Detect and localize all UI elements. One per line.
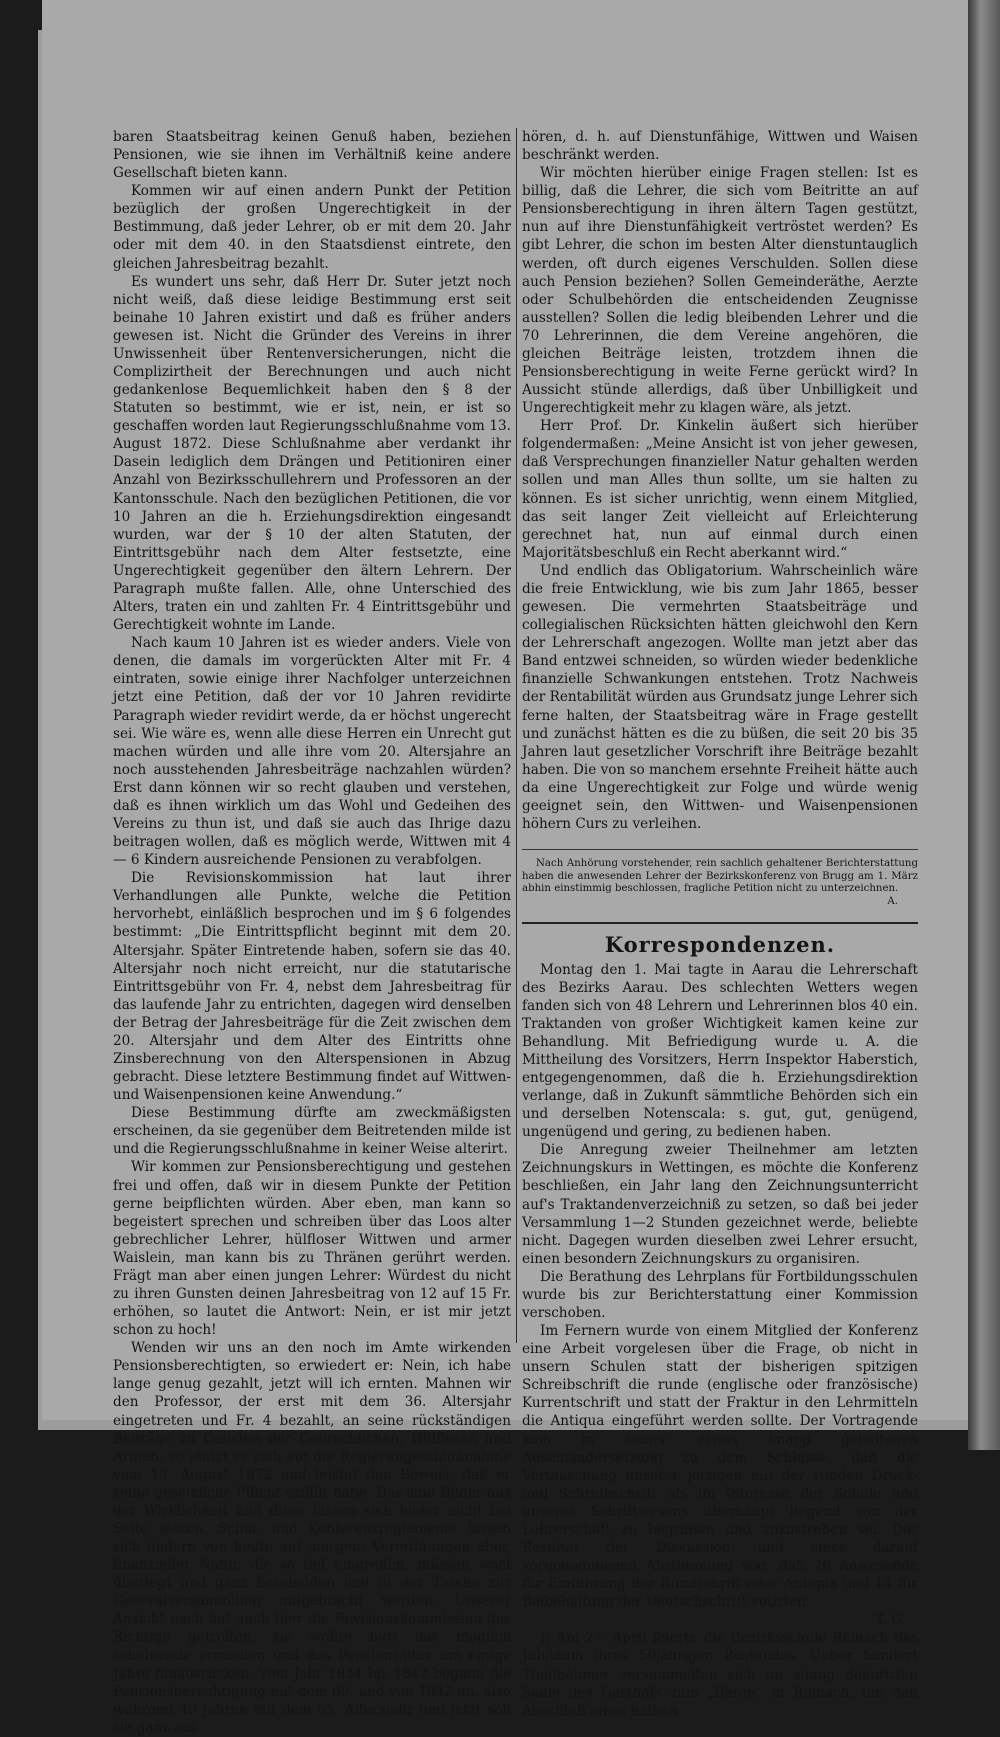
paragraph: Diese Bestimmung dürfte am zweckmäßigsten erscheinen, da sie gegenüber dem Beitretenden milde ist und die Regierungsschlußnahme in keiner Weise alterirt. (113, 1105, 511, 1158)
right-column (522, 128, 918, 1720)
paragraph: Wir möchten hierüber einige Fragen stellen: Ist es billig, daß die Lehrer, die sich vom Beitritte an auf Pensionsberechtigung in ihren ältern Tagen gestützt, nun auf ihre Dienstunfähigkeit vertröstet werden? Es gibt Lehrer, die schon im besten Alter dienstuntauglich werden, oft durch eigenes Verschulden. Sollen diese auch Pension beziehen? Sollen Gemeinderäthe, Aerzte oder Schulbehörden die entscheidenden Zeugnisse ausstellen? Sollen die ledig bleibenden Lehrer und die 70 Lehrerinnen, die dem Vereine angehören, die gleichen Beiträge leisten, trotzdem ihnen die Pensionsberechtigung in weite Ferne gerückt wird? In Aussicht stünde allerdigs, daß über Unbilligkeit und Ungerechtigkeit mehr zu klagen wäre, als jetzt. (522, 165, 918, 417)
paragraph: hören, d. h. auf Dienstunfähige, Wittwen und Waisen beschränkt werden. (522, 129, 918, 164)
paragraph: baren Staatsbeitrag keinen Genuß haben, beziehen Pensionen, wie sie ihnen im Verhältniß keine andere Gesellschaft bieten kann. (113, 129, 511, 182)
note-text: Nach Anhörung vorstehender, rein sachlich gehaltener Berichterstattung haben die anwesenden Lehrer der Bezirkskonferenz von Brugg am 1. März abhin einstimmig beschlossen, fragliche Petition nicht zu unterzeichnen. (522, 858, 918, 895)
paragraph: Wir kommen zur Pensionsberechtigung und gestehen frei und offen, daß wir in diesem Punkte der Petition gerne beipflichten würden. Aber eben, man kann so begeistert sprechen und schreiben über das Loos alter gebrechlicher Lehrer, hülfloser Wittwen und armer Waislein, man kann bis zu Thränen gerührt werden. Frägt man aber einen jungen Lehrer: Würdest du nicht zu ihren Gunsten deinen Jahresbeitrag von 12 auf 15 Fr. erhöhen, so lautet die Antwort: Nein, er ist mir jetzt schon zu hoch! (113, 1159, 511, 1339)
column-rule (516, 128, 517, 1343)
paragraph: Die Berathung des Lehrplans für Fortbildungsschulen wurde bis zur Berichterstattung einer Kommission verschoben. (522, 1268, 918, 1321)
paragraph: Im Fernern wurde von einem Mitglied der Konferenz eine Arbeit vorgelesen über die Frage, ob nicht in unsern Schulen statt der bisherigen spitzigen Schreibschrift die runde (englische oder französische) Kurrentschrift und statt der Fraktur in den Lehrmitteln die Antiqua eingeführt werden sollte. Der Vortragende kam in seiner etwas knapp gehaltenen Auseinandersetzung zu dem Schlusse, daß die Vertauschung unserer jetzigen mit der runden Druck- und Schreibschrift als im Interesse der Schule und unseres Schriftwesens überhaupt liegend von der Lehrerschaft zu begrüßen und anzustreben sei. Das Resultat der Diskussion und einer darauf vorgenommenen Abstimmung war, daß 26 Anwesende für Einführung der Rundschrift oder Antiqua und 14 für Beibehaltung der Deutschschrift votirten. (522, 1323, 918, 1611)
note-signature: A. (887, 895, 898, 907)
section-title: Korrespondenzen. (604, 932, 836, 958)
editorial-note (522, 849, 918, 908)
correspondent-signature: T. G. (875, 1612, 906, 1629)
paragraph: Wenden wir uns an den noch im Amte wirkenden Pensionsberechtigten, so erwiedert er: Nein, ich habe lange genug gezahlt, jetzt will ich ernten. Mahnen wir den Professor, der erst mit dem 36. Altersjahr eingetreten und Fr. 4 bezahlt, an seine rückständigen Beiträge zu Gunsten der Gebrechlichen, Hülflosen und Armen, so stützt er sich auf die Regierungsschlußnahme vom 13. August 1872 und leistet den Beweis, daß er seine gesetzliche Pflicht erfüllt habe. Das sind Bilder aus der Wirklichkeit und diese lassen sich leider nicht bei Seite setzen. Schul- und Konferenzreglemente lassen sich ändern von heute auf morgen; Verordnungen aber, finanzieller Natur, die so tief eingreifen, müssen wohl überlegt und ganz bescheiden und in der Tasche zur Generalversammlung mitgebracht werden. Unserer Ansicht nach hat auch hier die Revisionskommission das Richtige getroffen, sie wollte blos das möglich scheinende erreichen und das Pensionsalter um einige Jahre hinausrücken. Vom Jahr 1824 bis 1842 begann die Pensionsberechtigung mit dem 60. und von 1842 an, also während 40 Jahren mit dem 55. Altersjahr und jetzt soll sie ganz auf- (113, 1340, 511, 1736)
paragraph: Es wundert uns sehr, daß Herr Dr. Suter jetzt noch nicht weiß, daß diese leidige Bestimmung erst seit beinahe 10 Jahren existirt und daß es früher anders gewesen ist. Nicht die Gründer des Vereins in ihrer Unwissenheit über Rentenversicherungen, nicht die Complizirtheit der Berechnungen und auch nicht gedankenlose Bequemlichkeit haben den § 8 der Statuten so bestimmt, wie er ist, nein, er ist so geschaffen worden laut Regierungsschlußnahme vom 13. August 1872. Diese Schlußnahme aber verdankt ihr Dasein lediglich dem Drängen und Petitioniren einer Anzahl von Bezirksschullehrern und Professoren an der Kantonsschule. Nach den bezüglichen Petitionen, die vor 10 Jahren an die h. Erziehungsdirektion eingesandt wurden, war der § 10 der alten Statuten, der Eintrittsgebühr nach dem Alter festsetzte, eine Ungerechtigkeit gegenüber den ältern Lehrern. Der Paragraph mußte fallen. Alle, ohne Unterschied des Alters, traten ein und zahlten Fr. 4 Eintrittsgebühr und Gerechtigkeit wohnte im Lande. (113, 273, 511, 634)
paragraph: Nach kaum 10 Jahren ist es wieder anders. Viele von denen, die damals im vorgerückten Alter mit Fr. 4 eintraten, sowie einige ihrer Nachfolger unterzeichnen jetzt eine Petition, daß der vor 10 Jahren revidirte Paragraph wieder revidirt werde, da er höchst ungerecht sei. Wie wäre es, wenn alle diese Herren ein Unrecht gut machen würden und alle ihre vom 20. Altersjahre an noch ausstehenden Jahresbeiträge nachzahlen würden? Erst dann können wir so recht glauben und verstehen, daß es ihnen wirklich um das Wohl und Gedeihen des Vereins zu thun ist, und daß sie auch das Ihrige dazu beitragen wollen, daß es möglich werde, Wittwen mit 4 — 6 Kindern ausreichende Pensionen zu verabfolgen. (113, 635, 511, 869)
page-edge (968, 0, 1000, 1450)
paragraph: Und endlich das Obligatorium. Wahrscheinlich wäre die freie Entwicklung, wie bis zum Jahr 1865, besser gewesen. Die vermehrten Staatsbeiträge und collegialischen Rücksichten hätten gleichwohl den Kern der Lehrerschaft angezogen. Wollte man jetzt aber das Band entzwei schneiden, so würden wieder bedenkliche finanzielle Schwankungen entstehen. Trotz Nachweis der Rentabilität würden aus Grundsatz junge Lehrer sich ferne halten, der Staatsbeitrag wäre in Frage gestellt und zunächst hätten es die zu büßen, die seit 20 bis 35 Jahren laut gesetzlicher Vorschrift ihre Beiträge bezahlt haben. Die von so manchem ersehnte Freiheit hätte auch da eine Ungerechtigkeit zur Folge und würde wenig geeignet sein, den Wittwen- und Waisenpensionen höhern Curs zu verleihen. (522, 562, 918, 832)
paragraph: Montag den 1. Mai tagte in Aarau die Lehrerschaft des Bezirks Aarau. Des schlechten Wetters wegen fanden sich von 48 Lehrern und Lehrerinnen blos 40 ein. Traktanden von großer Wichtigkeit kamen keine zur Behandlung. Mit Befriedigung wurde u. A. die Mittheilung des Vorsitzers, Herrn Inspektor Haberstich, entgegengenommen, daß die h. Erziehungsdirektion verlange, daß in Zukunft sämmtliche Behörden sich ein und derselben Notenscala: s. gut, gut, genügend, ungenügend und gering, zu bedienen haben. (522, 961, 918, 1141)
left-column (113, 128, 511, 1737)
section-divider (522, 922, 918, 924)
paragraph: Herr Prof. Dr. Kinkelin äußert sich hierüber folgendermaßen: „Meine Ansicht ist von jeher gewesen, daß Versprechungen finanzieller Natur gehalten werden sollen und man Alles thun sollte, um sie halten zu können. Es ist sicher unrichtig, wenn einem Mitglied, das seit langer Zeit vielleicht auf Erleichterung gerechnet hat, nun auf einmal durch einen Majoritätsbeschluß ein Recht aberkannt wird.“ (522, 418, 918, 561)
paragraph: Die Revisionskommission hat laut ihrer Verhandlungen alle Punkte, welche die Petition hervorhebt, einläßlich besprochen und im § 6 folgendes bestimmt: „Die Eintrittspflicht beginnt mit dem 20. Altersjahr. Später Eintretende haben, sofern sie das 40. Altersjahr noch nicht erreicht, nur die statutarische Eintrittsgebühr von Fr. 4, nebst dem Jahresbeitrag für das laufende Jahr zu entrichten, dagegen wird denselben der Betrag der Jahresbeiträge für die Zeit zwischen dem 20. Altersjahr und dem Alter des Eintritts ohne Zinsberechnung von den Alterspensionen in Abzug gebracht. Diese letztere Bestimmung findet auf Wittwen- und Waisenpensionen keine Anwendung.“ (113, 870, 511, 1104)
paragraph: Kommen wir auf einen andern Punkt der Petition bezüglich der großen Ungerechtigkeit in der Bestimmung, daß jeder Lehrer, ob er mit dem 20. Jahr oder mit dem 40. in den Staatsdienst eintrete, den gleichen Jahresbeitrag bezahlt. (113, 183, 511, 272)
paragraph: Die Anregung zweier Theilnehmer am letzten Zeichnungskurs in Wettingen, es möchte die Konferenz beschließen, ein Jahr lang den Zeichnungsunterricht auf's Traktandenverzeichniß zu setzen, so daß bei jeder Versammlung 1—2 Stunden gezeichnet werde, beliebte nicht. Dagegen wurden dieselben zwei Lehrer ersucht, einen besondern Zeichnungskurs zu organisiren. (522, 1142, 918, 1267)
paragraph: )( Am 27. April feierte die Bezirksschule Reinach das Jubiläum ihres 50jährigen Bestandes. Ueber hundert Theilnehmer versammelten sich im sinnig dekorirten Saale des Gasthofs zum „Bären“ in Reinach, um den Abschluß eines halben (522, 1630, 918, 1719)
